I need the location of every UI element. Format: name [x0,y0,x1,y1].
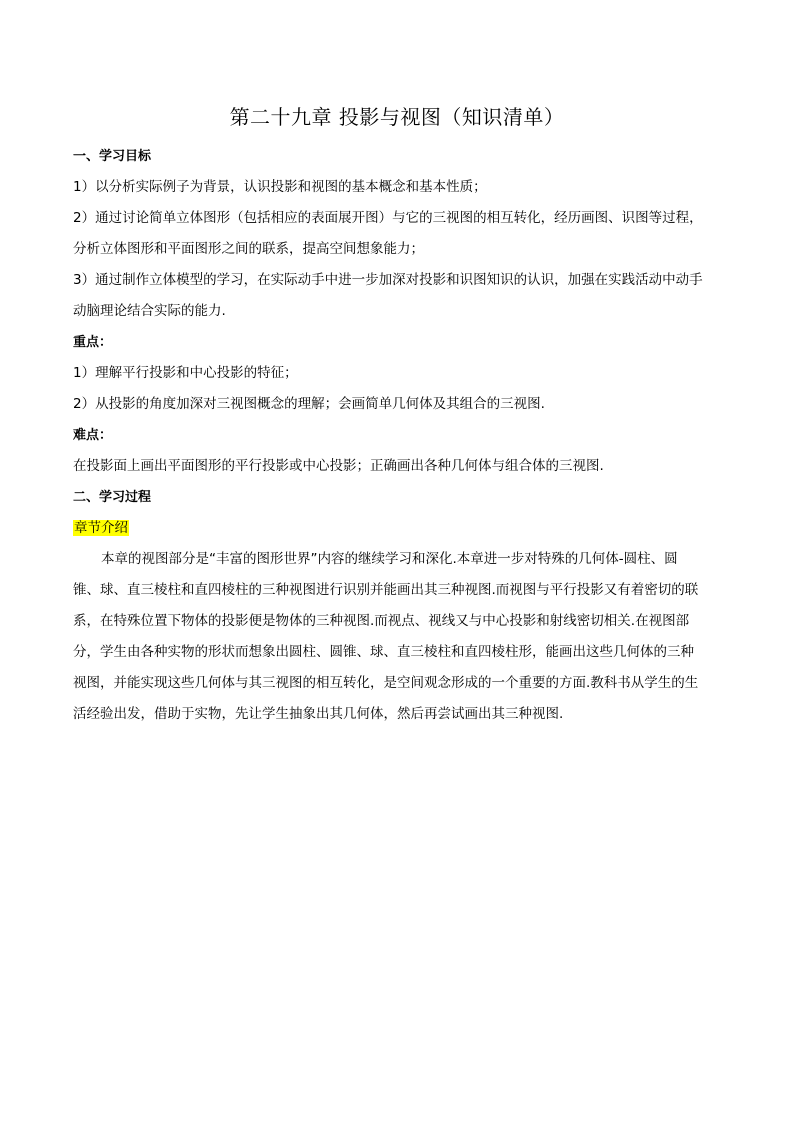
intro-line: 活经验出发，借助于实物，先让学生抽象出其几何体，然后再尝试画出其三种视图. [73,706,564,722]
difficulty-heading: 难点： [73,428,113,443]
section-heading-learning-goals: 一、学习目标 [73,149,152,164]
key-point-line: 2）从投影的角度加深对三视图概念的理解；会画简单几何体及其组合的三视图. [73,396,545,412]
chapter-intro-label: 章节介绍 [74,520,128,536]
intro-line: 本章的视图部分是“丰富的图形世界”内容的继续学习和深化.本章进一步对特殊的几何体-圆柱、圆 [101,551,678,567]
key-points-heading: 重点： [73,335,113,350]
goal-line: 3）通过制作立体模型的学习，在实际动手中进一步加深对投影和识图知识的认识，加强在实践活动中动手 [73,272,703,288]
intro-line: 视图，并能实现这些几何体与其三视图的相互转化，是空间观念形成的一个重要的方面.教科书从学生的生 [73,675,699,691]
goal-line: 分析立体图形和平面图形之间的联系，提高空间想象能力； [73,241,424,257]
intro-line: 系，在特殊位置下物体的投影便是物体的三种视图.而视点、视线又与中心投影和射线密切相关.在视图部 [73,613,690,629]
goal-line: 动脑理论结合实际的能力. [73,303,226,319]
section-heading-learning-process: 二、学习过程 [73,490,152,505]
page-title: 第二十九章 投影与视图（知识清单） [229,105,565,129]
goal-line: 1）以分析实际例子为背景，认识投影和视图的基本概念和基本性质； [73,179,487,195]
chapter-intro-paragraph [73,544,733,730]
goal-line: 2）通过讨论简单立体图形（包括相应的表面展开图）与它的三视图的相互转化，经历画图、识图等过程， [73,210,703,226]
intro-line: 锥、球、直三棱柱和直四棱柱的三种视图进行识别并能画出其三种视图.而视图与平行投影又有着密切的联 [73,582,699,598]
document-body [73,141,733,730]
difficulty-text: 在投影面上画出平面图形的平行投影或中心投影；正确画出各种几何体与组合体的三视图. [73,458,604,474]
intro-line: 分，学生由各种实物的形状而想象出圆柱、圆锥、球、直三棱柱和直四棱柱形，能画出这些几何体的三种 [73,644,694,660]
key-point-line: 1）理解平行投影和中心投影的特征； [73,365,298,381]
